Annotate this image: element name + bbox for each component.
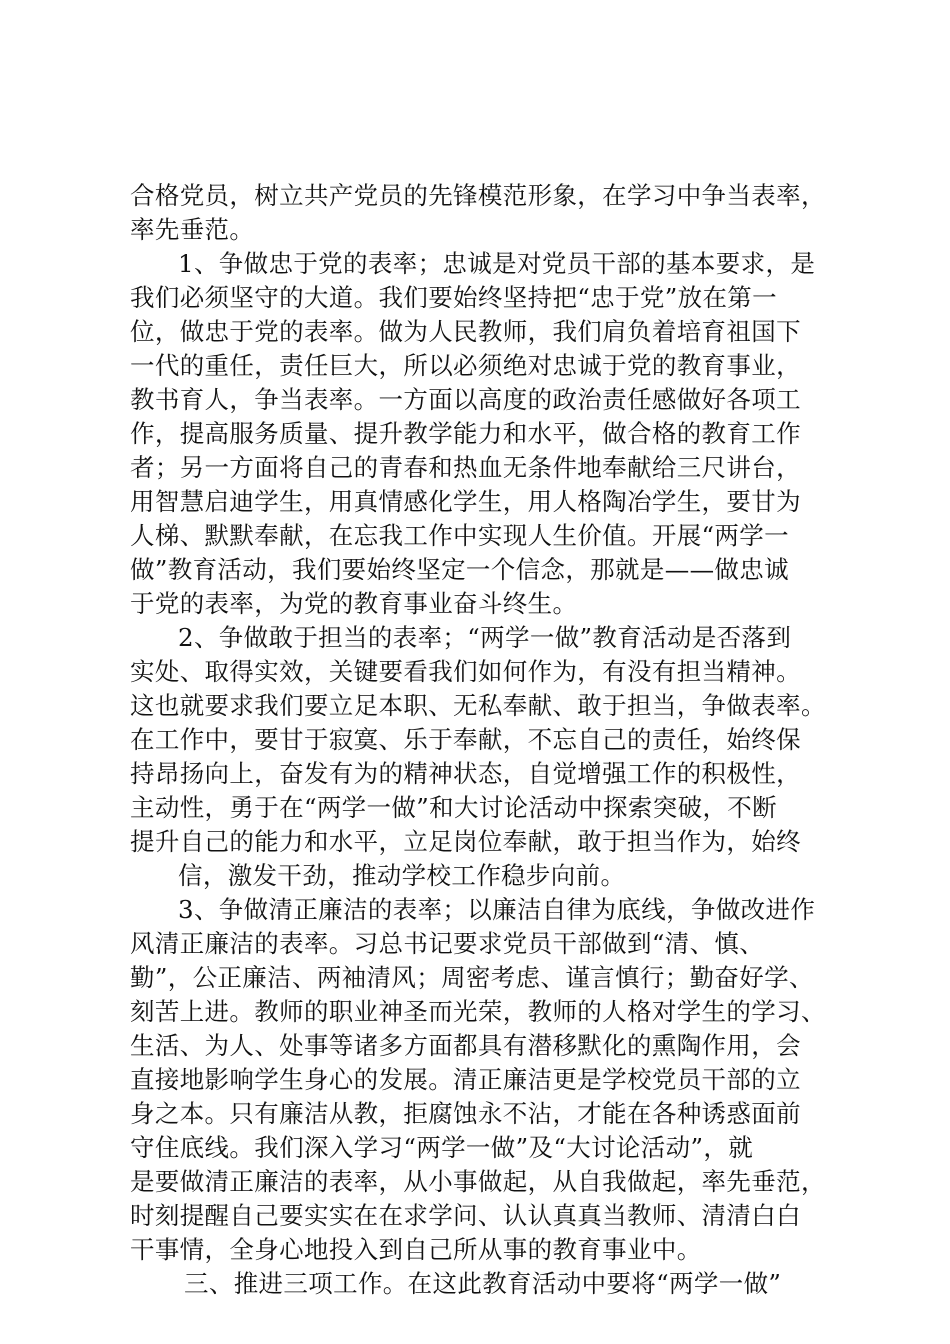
- paragraph-first-line: 3、争做清正廉洁的表率；以廉洁自律为底线，争做改进作: [178, 895, 816, 924]
- text-line: 人梯、默默奉献，在忘我工作中实现人生价值。开展“两学一: [130, 521, 789, 550]
- text-line: 于党的表率，为党的教育事业奋斗终生。: [130, 589, 578, 618]
- text-line: 直接地影响学生身心的发展。清正廉洁更是学校党员干部的立: [130, 1065, 801, 1094]
- text-line: 勤”，公正廉洁、两袖清风；周密考虑、谨言慎行；勤奋好学、: [130, 963, 814, 992]
- text-line: 做”教育活动，我们要始终坚定一个信念，那就是——做忠诚: [130, 555, 789, 584]
- text-line: 信，激发干劲，推动学校工作稳步向前。: [178, 861, 626, 890]
- section-heading-line: 三、推进三项工作。在这此教育活动中要将“两学一做”: [184, 1269, 782, 1298]
- text-line: 一代的重任，责任巨大，所以必须绝对忠诚于党的教育事业，: [130, 351, 801, 380]
- text-line: 风清正廉洁的表率。习总书记要求党员干部做到“清、慎、: [130, 929, 765, 958]
- text-line: 合格党员，树立共产党员的先锋模范形象，在学习中争当表率，: [130, 181, 826, 210]
- text-line: 刻苦上进。教师的职业神圣而光荣，教师的人格对学生的学习、: [130, 997, 826, 1026]
- text-line: 教书育人，争当表率。一方面以高度的政治责任感做好各项工: [130, 385, 801, 414]
- text-line: 用智慧启迪学生，用真情感化学生，用人格陶冶学生，要甘为: [130, 487, 801, 516]
- text-line: 干事情，全身心地投入到自己所从事的教育事业中。: [130, 1235, 702, 1264]
- text-line: 位，做忠于党的表率。做为人民教师，我们肩负着培育祖国下: [130, 317, 801, 346]
- text-line: 这也就要求我们要立足本职、无私奉献、敢于担当，争做表率。: [130, 691, 826, 720]
- text-line: 时刻提醒自己要实实在在求学问、认认真真当教师、清清白白: [130, 1201, 801, 1230]
- text-line: 主动性，勇于在“两学一做”和大讨论活动中探索突破，不断: [130, 793, 777, 822]
- text-line: 率先垂范。: [130, 215, 255, 244]
- text-line: 在工作中，要甘于寂寞、乐于奉献，不忘自己的责任，始终保: [130, 725, 801, 754]
- text-line: 我们必须坚守的大道。我们要始终坚持把“忠于党”放在第一: [130, 283, 777, 312]
- text-line: 生活、为人、处事等诸多方面都具有潜移默化的熏陶作用，会: [130, 1031, 801, 1060]
- text-line: 实处、取得实效，关键要看我们如何作为，有没有担当精神。: [130, 657, 801, 686]
- text-line: 作，提高服务质量、提升教学能力和水平，做合格的教育工作: [130, 419, 801, 448]
- text-line: 持昂扬向上，奋发有为的精神状态，自觉增强工作的积极性，: [130, 759, 801, 788]
- text-line: 身之本。只有廉洁从教，拒腐蚀永不沾，才能在各种诱惑面前: [130, 1099, 801, 1128]
- text-line: 是要做清正廉洁的表率，从小事做起，从自我做起，率先垂范，: [130, 1167, 826, 1196]
- text-line: 者；另一方面将自己的青春和热血无条件地奉献给三尺讲台，: [130, 453, 801, 482]
- text-line: 守住底线。我们深入学习“两学一做”及“大讨论活动”，就: [130, 1133, 754, 1162]
- paragraph-first-line: 1、争做忠于党的表率；忠诚是对党员干部的基本要求，是: [178, 249, 816, 278]
- paragraph-first-line: 2、争做敢于担当的表率；“两学一做”教育活动是否落到: [178, 623, 792, 652]
- text-line: 提升自己的能力和水平，立足岗位奉献，敢于担当作为，始终: [130, 827, 801, 856]
